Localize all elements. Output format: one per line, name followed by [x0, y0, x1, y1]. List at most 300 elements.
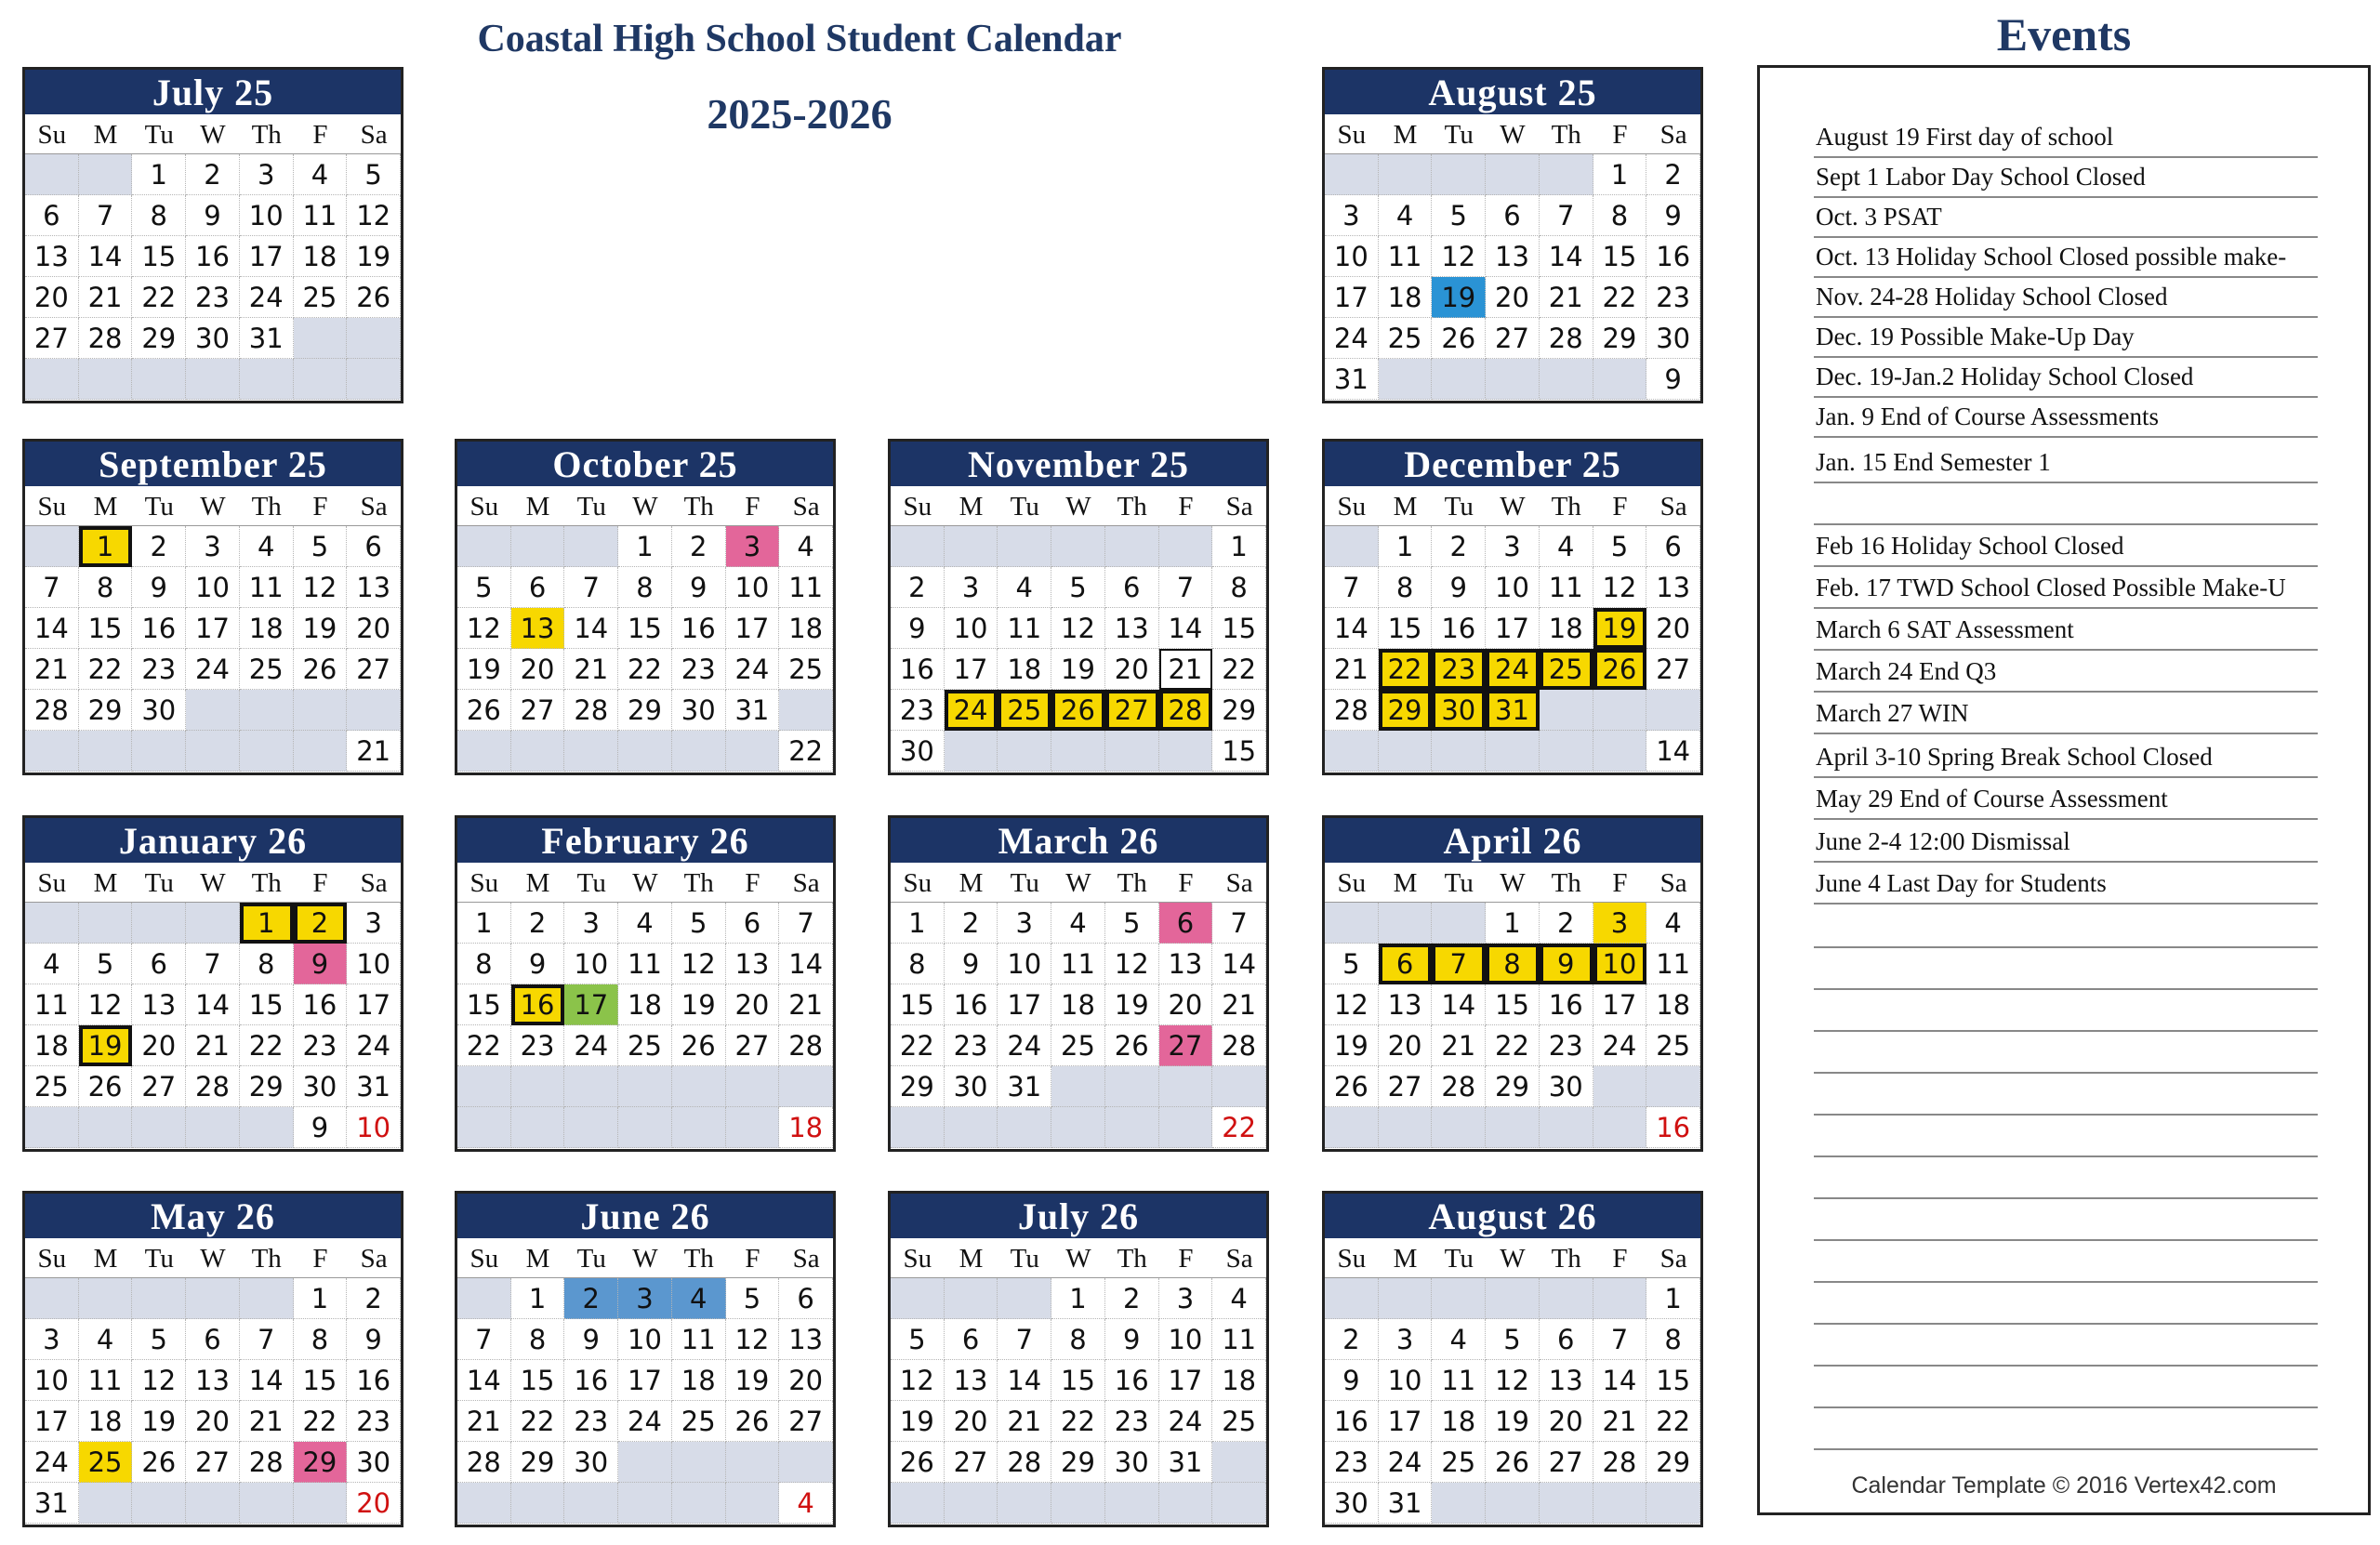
weekday-label: F — [1612, 492, 1628, 522]
empty-cell — [779, 1442, 833, 1483]
day-cell: 11 — [618, 944, 672, 984]
event-rule-line — [1814, 196, 2318, 198]
empty-cell — [779, 1066, 833, 1107]
empty-cell — [726, 731, 780, 772]
day-cell: 9 — [672, 567, 726, 608]
day-cell: 11 — [672, 1319, 726, 1360]
day-cell: 9 — [186, 195, 240, 236]
day-cell: 21 — [564, 649, 618, 690]
empty-cell — [186, 690, 240, 731]
day-cell: 5 — [726, 1278, 780, 1319]
day-cell: 25 — [79, 1442, 133, 1483]
weekday-label: F — [745, 1244, 760, 1274]
day-cell: 10 — [1325, 236, 1379, 277]
day-cell: 15 — [132, 236, 186, 277]
weekday-label: Tu — [144, 1244, 174, 1274]
day-cell: 28 — [779, 1025, 833, 1066]
day-cell: 15 — [1051, 1360, 1105, 1401]
weekday-label: Su — [37, 868, 67, 898]
day-cell: 22 — [79, 649, 133, 690]
day-cell: 20 — [1105, 649, 1159, 690]
day-cell: 27 — [1540, 1442, 1593, 1483]
event-rule-line — [1814, 691, 2318, 693]
day-cell: 21 — [240, 1401, 294, 1442]
day-cell: 22 — [457, 1025, 511, 1066]
day-count: 21 — [347, 731, 401, 772]
day-cell: 5 — [79, 944, 133, 984]
day-cell: 1 — [618, 526, 672, 567]
day-cell: 20 — [511, 649, 565, 690]
event-rule-line — [1814, 946, 2318, 948]
day-cell: 14 — [998, 1360, 1051, 1401]
weekday-label: Su — [903, 1244, 932, 1274]
event-item: March 27 WIN — [1816, 699, 1969, 727]
event-rule-line — [1814, 1114, 2318, 1116]
day-cell: 4 — [25, 944, 79, 984]
month-november-25 — [888, 439, 1269, 775]
day-cell: 18 — [79, 1401, 133, 1442]
day-cell: 29 — [1379, 690, 1433, 731]
month-october-25 — [455, 439, 836, 775]
empty-cell — [1105, 1066, 1159, 1107]
day-cell: 6 — [1540, 1319, 1593, 1360]
empty-cell — [294, 690, 348, 731]
weekday-label: Th — [683, 492, 714, 522]
day-cell: 24 — [1325, 318, 1379, 359]
day-cell: 18 — [779, 608, 833, 649]
day-cell: 2 — [564, 1278, 618, 1319]
day-cell: 13 — [186, 1360, 240, 1401]
day-cell: 7 — [1159, 567, 1213, 608]
empty-cell — [25, 526, 79, 567]
empty-cell — [672, 1483, 726, 1524]
event-item: Jan. 15 End Semester 1 — [1816, 448, 2051, 476]
day-cell: 24 — [240, 277, 294, 318]
empty-cell — [618, 1442, 672, 1483]
weekday-label: M — [1393, 120, 1418, 150]
day-cell: 19 — [347, 236, 401, 277]
day-cell: 2 — [672, 526, 726, 567]
event-item: June 4 Last Day for Students — [1816, 869, 2107, 897]
day-cell: 24 — [1159, 1401, 1213, 1442]
day-cell: 17 — [564, 984, 618, 1025]
event-rule-line — [1814, 1281, 2318, 1283]
weekday-label: Su — [469, 868, 499, 898]
empty-cell — [1379, 359, 1433, 400]
day-cell: 29 — [1212, 690, 1266, 731]
weekday-label: W — [200, 868, 226, 898]
day-cell: 13 — [1486, 236, 1540, 277]
empty-cell — [1593, 359, 1647, 400]
day-cell: 24 — [726, 649, 780, 690]
day-cell: 31 — [347, 1066, 401, 1107]
month-august-25 — [1322, 67, 1703, 403]
day-grid — [457, 526, 833, 772]
day-count: 22 — [779, 731, 833, 772]
day-cell: 12 — [132, 1360, 186, 1401]
empty-cell — [511, 1107, 565, 1148]
day-cell: 7 — [186, 944, 240, 984]
day-cell: 25 — [779, 649, 833, 690]
day-cell: 12 — [294, 567, 348, 608]
day-cell: 20 — [186, 1401, 240, 1442]
day-cell: 12 — [1105, 944, 1159, 984]
event-rule-line — [1814, 1365, 2318, 1367]
weekday-label: W — [1500, 120, 1526, 150]
empty-cell — [240, 1278, 294, 1319]
day-cell: 18 — [25, 1025, 79, 1066]
weekday-label: M — [93, 492, 118, 522]
weekday-label: Th — [251, 1244, 282, 1274]
day-cell: 2 — [294, 903, 348, 944]
day-count: 9 — [1646, 359, 1700, 400]
day-cell: 25 — [1540, 649, 1593, 690]
month-title: July 26 — [891, 1194, 1266, 1238]
day-cell: 23 — [294, 1025, 348, 1066]
weekday-header — [25, 1238, 401, 1278]
weekday-label: Tu — [1010, 1244, 1039, 1274]
day-cell: 29 — [79, 690, 133, 731]
day-cell: 19 — [294, 608, 348, 649]
day-cell: 29 — [1486, 1066, 1540, 1107]
empty-cell — [1051, 1066, 1105, 1107]
weekday-label: Tu — [1010, 492, 1039, 522]
day-cell: 30 — [945, 1066, 998, 1107]
empty-cell — [1540, 359, 1593, 400]
day-cell: 26 — [457, 690, 511, 731]
weekday-label: Th — [251, 868, 282, 898]
day-cell: 23 — [186, 277, 240, 318]
day-cell: 16 — [294, 984, 348, 1025]
weekday-label: Th — [1551, 120, 1581, 150]
day-cell: 21 — [998, 1401, 1051, 1442]
empty-cell — [945, 1107, 998, 1148]
empty-cell — [564, 1483, 618, 1524]
day-cell: 12 — [79, 984, 133, 1025]
weekday-label: Sa — [1225, 868, 1253, 898]
day-cell: 30 — [186, 318, 240, 359]
day-cell: 19 — [1051, 649, 1105, 690]
day-cell: 11 — [240, 567, 294, 608]
empty-cell — [998, 526, 1051, 567]
day-cell: 3 — [25, 1319, 79, 1360]
empty-cell — [186, 1278, 240, 1319]
day-count: 15 — [1212, 731, 1266, 772]
day-cell: 18 — [1051, 984, 1105, 1025]
empty-cell — [618, 731, 672, 772]
empty-cell — [1486, 154, 1540, 195]
day-cell: 13 — [1646, 567, 1700, 608]
day-cell: 8 — [1486, 944, 1540, 984]
event-item: Oct. 3 PSAT — [1816, 203, 1942, 231]
calendar-title: Coastal High School Student Calendar — [477, 18, 1122, 60]
day-cell: 29 — [132, 318, 186, 359]
weekday-label: F — [312, 120, 328, 150]
day-cell: 25 — [1432, 1442, 1486, 1483]
day-cell: 19 — [1432, 277, 1486, 318]
weekday-header — [457, 863, 833, 903]
day-cell: 1 — [240, 903, 294, 944]
empty-cell — [1593, 1107, 1647, 1148]
day-cell: 3 — [1159, 1278, 1213, 1319]
empty-cell — [1646, 690, 1700, 731]
day-grid — [891, 1278, 1266, 1524]
empty-cell — [1159, 1107, 1213, 1148]
day-cell: 22 — [511, 1401, 565, 1442]
day-cell: 9 — [294, 944, 348, 984]
day-cell: 24 — [998, 1025, 1051, 1066]
day-cell: 3 — [998, 903, 1051, 944]
month-july-26 — [888, 1191, 1269, 1527]
day-cell: 19 — [1325, 1025, 1379, 1066]
day-cell: 5 — [1593, 526, 1647, 567]
weekday-label: M — [93, 868, 118, 898]
day-cell: 23 — [1646, 277, 1700, 318]
day-cell: 28 — [1540, 318, 1593, 359]
day-cell: 29 — [618, 690, 672, 731]
event-item: Jan. 9 End of Course Assessments — [1816, 403, 2159, 430]
event-item: Oct. 13 Holiday School Closed possible make- — [1816, 243, 2287, 271]
day-cell: 26 — [1486, 1442, 1540, 1483]
event-rule-line — [1814, 482, 2318, 483]
day-cell: 8 — [1379, 567, 1433, 608]
day-cell: 27 — [1646, 649, 1700, 690]
day-cell: 26 — [347, 277, 401, 318]
day-cell: 2 — [511, 903, 565, 944]
day-cell: 16 — [132, 608, 186, 649]
weekday-label: Tu — [1444, 120, 1474, 150]
day-cell: 11 — [1646, 944, 1700, 984]
day-cell: 20 — [1379, 1025, 1433, 1066]
empty-cell — [891, 1107, 945, 1148]
weekday-header — [457, 1238, 833, 1278]
empty-cell — [1593, 1066, 1647, 1107]
day-count: 22 — [1212, 1107, 1266, 1148]
day-cell: 10 — [186, 567, 240, 608]
day-cell: 7 — [1593, 1319, 1647, 1360]
event-rule-line — [1814, 436, 2318, 438]
event-item: Feb. 17 TWD School Closed Possible Make-U — [1816, 574, 2286, 601]
day-cell: 30 — [347, 1442, 401, 1483]
empty-cell — [1540, 690, 1593, 731]
day-cell: 12 — [891, 1360, 945, 1401]
day-cell: 4 — [294, 154, 348, 195]
day-cell: 24 — [1379, 1442, 1433, 1483]
day-cell: 21 — [1540, 277, 1593, 318]
day-cell: 6 — [25, 195, 79, 236]
weekday-header — [1325, 486, 1700, 526]
event-rule-line — [1814, 861, 2318, 863]
day-cell: 31 — [1159, 1442, 1213, 1483]
day-cell: 13 — [1540, 1360, 1593, 1401]
day-cell: 20 — [1486, 277, 1540, 318]
empty-cell — [1105, 1483, 1159, 1524]
day-cell: 27 — [132, 1066, 186, 1107]
day-cell: 9 — [1105, 1319, 1159, 1360]
month-july-25 — [22, 67, 403, 403]
day-cell: 12 — [457, 608, 511, 649]
empty-cell — [1432, 1483, 1486, 1524]
weekday-label: Sa — [360, 868, 388, 898]
day-cell: 19 — [1486, 1401, 1540, 1442]
day-cell: 27 — [511, 690, 565, 731]
empty-cell — [672, 1107, 726, 1148]
weekday-label: Tu — [576, 868, 606, 898]
day-cell: 6 — [779, 1278, 833, 1319]
event-rule-line — [1814, 988, 2318, 990]
day-cell: 5 — [1105, 903, 1159, 944]
empty-cell — [1325, 526, 1379, 567]
day-cell: 27 — [945, 1442, 998, 1483]
day-cell: 22 — [1593, 277, 1647, 318]
empty-cell — [347, 690, 401, 731]
event-rule-line — [1814, 396, 2318, 398]
event-item: Dec. 19 Possible Make-Up Day — [1816, 323, 2135, 350]
day-cell: 2 — [186, 154, 240, 195]
weekday-label: M — [525, 1244, 550, 1274]
day-cell: 14 — [779, 944, 833, 984]
month-title: October 25 — [457, 442, 833, 486]
day-cell: 9 — [1646, 195, 1700, 236]
weekday-label: F — [745, 492, 760, 522]
day-cell: 6 — [186, 1319, 240, 1360]
empty-cell — [1105, 526, 1159, 567]
month-title: March 26 — [891, 818, 1266, 863]
weekday-label: Th — [683, 868, 714, 898]
day-cell: 2 — [891, 567, 945, 608]
empty-cell — [347, 359, 401, 400]
empty-cell — [564, 731, 618, 772]
empty-cell — [1540, 1107, 1593, 1148]
day-cell: 16 — [945, 984, 998, 1025]
month-may-26 — [22, 1191, 403, 1527]
day-cell: 9 — [511, 944, 565, 984]
empty-cell — [1159, 731, 1213, 772]
day-cell: 21 — [186, 1025, 240, 1066]
day-cell: 14 — [1159, 608, 1213, 649]
weekday-header — [1325, 1238, 1700, 1278]
weekday-label: Th — [1117, 492, 1147, 522]
day-count: 14 — [1646, 731, 1700, 772]
day-cell: 12 — [1051, 608, 1105, 649]
empty-cell — [564, 1066, 618, 1107]
day-cell: 27 — [1159, 1025, 1213, 1066]
empty-cell — [726, 1442, 780, 1483]
day-cell: 10 — [1486, 567, 1540, 608]
empty-cell — [132, 731, 186, 772]
day-count: 4 — [779, 1483, 833, 1524]
day-cell: 15 — [1486, 984, 1540, 1025]
event-rule-line — [1814, 276, 2318, 278]
weekday-label: Th — [1117, 868, 1147, 898]
weekday-label: W — [632, 868, 658, 898]
day-cell: 25 — [1212, 1401, 1266, 1442]
weekday-label: Su — [469, 1244, 499, 1274]
day-cell: 30 — [294, 1066, 348, 1107]
event-rule-line — [1814, 818, 2318, 820]
empty-cell — [132, 1483, 186, 1524]
day-cell: 9 — [347, 1319, 401, 1360]
day-cell: 8 — [294, 1319, 348, 1360]
event-rule-line — [1814, 607, 2318, 609]
day-cell: 7 — [457, 1319, 511, 1360]
empty-cell — [998, 1107, 1051, 1148]
month-march-26 — [888, 815, 1269, 1152]
day-cell: 16 — [347, 1360, 401, 1401]
day-cell: 15 — [457, 984, 511, 1025]
day-cell: 10 — [1379, 1360, 1433, 1401]
day-cell: 8 — [132, 195, 186, 236]
weekday-label: W — [1065, 1244, 1091, 1274]
month-september-25 — [22, 439, 403, 775]
empty-cell — [998, 1278, 1051, 1319]
day-cell: 17 — [726, 608, 780, 649]
empty-cell — [79, 1278, 133, 1319]
day-cell: 15 — [1593, 236, 1647, 277]
day-grid — [891, 903, 1266, 1148]
day-cell: 1 — [1051, 1278, 1105, 1319]
day-cell: 20 — [1159, 984, 1213, 1025]
empty-cell — [1159, 1483, 1213, 1524]
day-cell: 2 — [132, 526, 186, 567]
day-cell: 22 — [1051, 1401, 1105, 1442]
day-cell: 16 — [564, 1360, 618, 1401]
event-rule-line — [1814, 1406, 2318, 1408]
day-cell: 22 — [1486, 1025, 1540, 1066]
empty-cell — [240, 359, 294, 400]
day-cell: 1 — [1646, 1278, 1700, 1319]
day-cell: 31 — [1325, 359, 1379, 400]
weekday-label: Tu — [576, 1244, 606, 1274]
day-cell: 6 — [1105, 567, 1159, 608]
day-cell: 2 — [1540, 903, 1593, 944]
day-grid — [25, 1278, 401, 1524]
empty-cell — [1540, 1483, 1593, 1524]
day-cell: 29 — [511, 1442, 565, 1483]
event-item: Sept 1 Labor Day School Closed — [1816, 163, 2146, 191]
day-cell: 4 — [672, 1278, 726, 1319]
weekday-header — [457, 486, 833, 526]
day-cell: 14 — [1212, 944, 1266, 984]
weekday-label: W — [632, 492, 658, 522]
day-cell: 20 — [1646, 608, 1700, 649]
day-cell: 4 — [618, 903, 672, 944]
day-cell: 14 — [1325, 608, 1379, 649]
empty-cell — [1051, 731, 1105, 772]
weekday-label: Th — [1551, 1244, 1581, 1274]
empty-cell — [891, 1483, 945, 1524]
day-grid — [457, 1278, 833, 1524]
day-cell: 4 — [79, 1319, 133, 1360]
empty-cell — [186, 1483, 240, 1524]
empty-cell — [1486, 1483, 1540, 1524]
empty-cell — [1212, 1483, 1266, 1524]
day-cell: 18 — [1379, 277, 1433, 318]
weekday-label: M — [525, 492, 550, 522]
month-april-26 — [1322, 815, 1703, 1152]
day-cell: 18 — [240, 608, 294, 649]
day-cell: 11 — [1212, 1319, 1266, 1360]
day-cell: 24 — [25, 1442, 79, 1483]
weekday-label: Su — [903, 868, 932, 898]
day-cell: 14 — [564, 608, 618, 649]
empty-cell — [1379, 731, 1433, 772]
day-cell: 29 — [1593, 318, 1647, 359]
empty-cell — [1646, 1483, 1700, 1524]
day-cell: 1 — [1212, 526, 1266, 567]
day-cell: 13 — [347, 567, 401, 608]
day-cell: 13 — [726, 944, 780, 984]
